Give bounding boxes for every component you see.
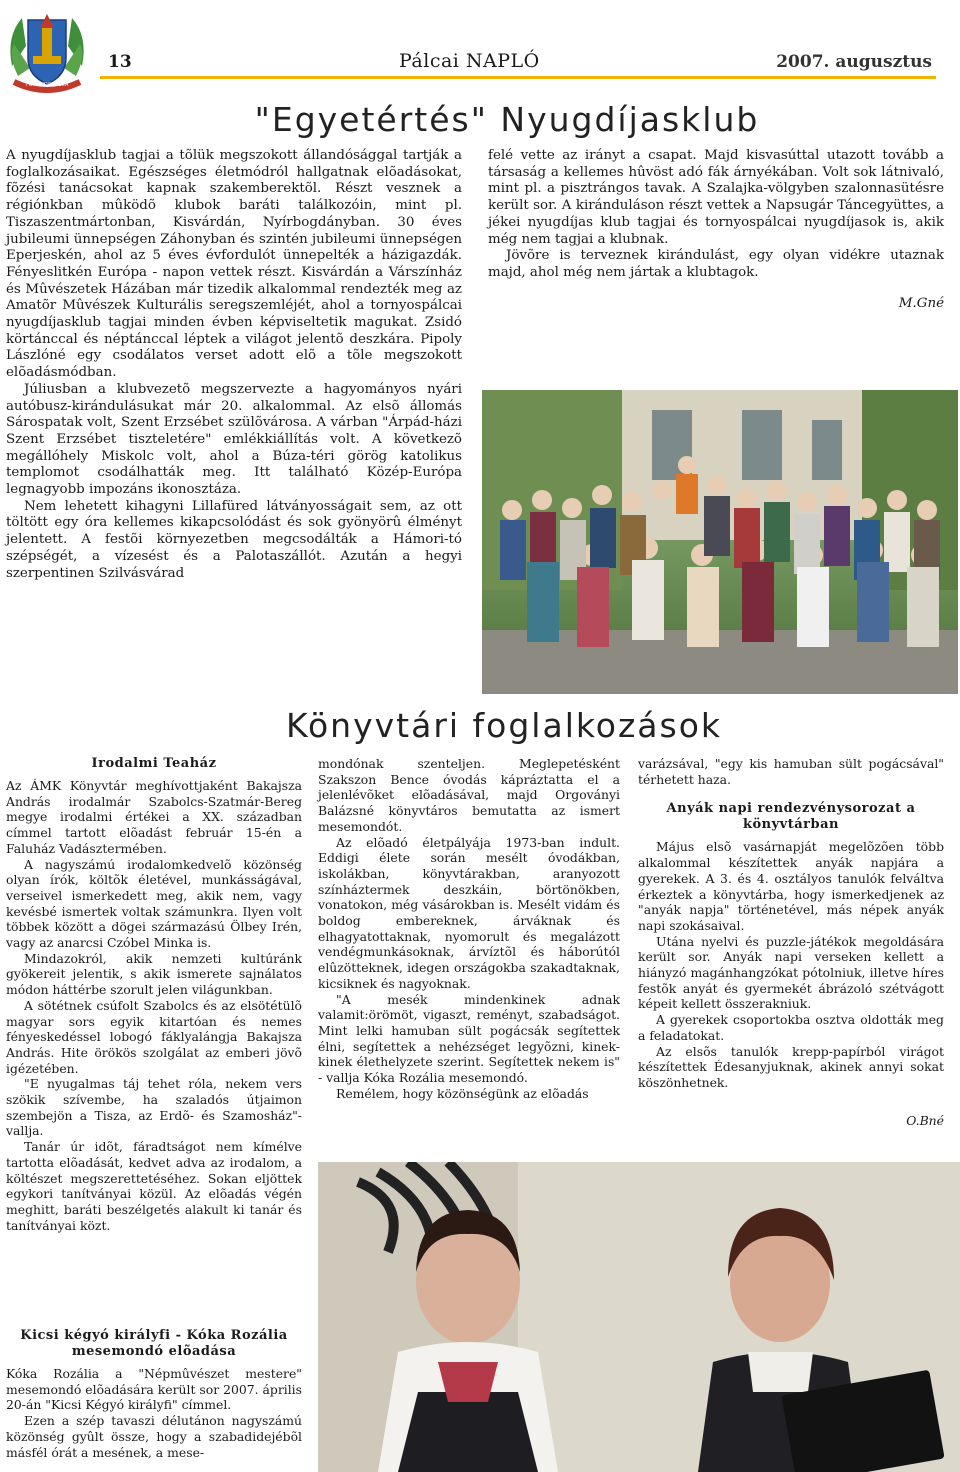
article2-paragraph: mondónak szenteljen. Meglepetésként Szakszon Bence óvodás kápráztatta el a jelenlévõket elõadásával, majd Orgoványi Balázsné könyvtáros bemutatta az ismert mesemondót. [318, 756, 620, 834]
article1-paragraph: felé vette az irányt a csapat. Majd kisvasúttal utazott tovább a társaság a kellemes hûvöst adó fák árnyékában. Volt sok látnivaló, mint pl. a pisztrángos tavak. A Szalajka-völgyben szalonnasütésre került sor. A kiránduláson részt vettek a Napsugár Táncegyüttes, a jékei nyugdíjas klub tagjai és tornyospálcai nyugdíjasok is, akik még nem tagjai a klubnak. [488, 148, 944, 247]
article1-left-column [6, 148, 462, 582]
article2-paragraph: "A mesék mindenkinek adnak valamit:örömöt, vigaszt, reményt, szabadságot. Mint lelki hamuban sült pogácsák segítettek élni, segítettek a nehézséget legyõzni, kinek-kinek élethelyzete szerint. Segítettek nekem is" - vallja Kóka Rozália mesemondó. [318, 991, 620, 1086]
section-heading-anyak-napi: Anyák napi rendezvénysorozat a könyvtárban [666, 801, 916, 833]
crest-label: TORNYOSPÁLCA [25, 82, 69, 88]
article-title-nyugdijasklub: "Egyetértés" Nyugdíjasklub [254, 100, 760, 139]
article1-paragraph: A nyugdíjasklub tagjai a tõlük megszokott állandósággal tartják a foglalkozásaikat. Egészséges életmódról hallgatnak elõadásokat, fõzési tanácsokat kapnak szakemberektõl. Részt vesznek a régiónkban mûködõ klubok baráti találkozóin, mint pl. Tiszaszentmártonban, Kisvárdán, Nyírbogdányban. 30 éves jubileumi ünnepségen Záhonyban és szintén jubileumi ünnepségen Eperjeskén, ahol az 5 éves évfordulót ünnepelték a házigazdák. Fényeslitkén Európa - napon vettek részt. Kisvárdán a Várszínház és Mûvészetek Házában már tizedik alkalommal rendezték meg az Amatõr Mûvészek Kulturális seregszemléjét, ahol a tornyospálcai nyugdíjasklub tagjai minden évben képviseltetik magukat. Zsidó körtánccal és néptánccal léptek a világot jelentõ deszkára. Pipoly Lászlóné egy csodálatos verset adott elõ a tõle megszokott elõadásmódban. [6, 148, 462, 381]
article2-column-2 [318, 756, 620, 1101]
article2-paragraph: Mindazokról, akik nemzeti kultúránk gyökereit jelentik, s akik ismerete sajnálatos módon háttérbe szorult jelen világunkban. [6, 950, 302, 998]
article2-paragraph: Az ÁMK Könyvtár meghívottjaként Bakajsza András irodalmár Szabolcs-Szatmár-Bereg megye irodalmi értékei a XX. században címmel tartott elõadást február 15-én a Faluház Vadásztermében. [6, 778, 302, 856]
article2-paragraph: A gyerekek csoportokba osztva oldották meg a feladatokat. [638, 1012, 944, 1043]
issue-date: 2007. augusztus [776, 52, 932, 72]
page-number: 13 [108, 52, 132, 72]
publication-title: Pálcai NAPLÓ [399, 50, 540, 72]
article2-paragraph: varázsával, "egy kis hamuban sült pogácsával" térhetett haza. [638, 756, 944, 787]
article2-paragraph: "E nyugalmas táj tehet róla, nekem vers szökik szívembe, ha szaladós útjaimon szembejön a Tisza, az Erdõ- és Szamosház"- vallja. [6, 1076, 302, 1139]
article1-paragraph: Nem lehetett kihagyni Lillafüred látványosságait sem, az ott töltött egy óra kellemes kikapcsolódást és sok gyönyörû élményt jelentett. A festõi környezetben megcsodálták a Hámori-tó szépségét, a vízesést és a Palotaszállót. Azután a hegyi szerpentinen Szilvásvárad [6, 498, 462, 581]
article1-right-column [488, 148, 944, 312]
group-photo [482, 390, 958, 694]
village-crest-icon [4, 6, 90, 94]
article1-paragraph: Jövõre is terveznek kirándulást, egy olyan vidékre utaznak majd, ahol még nem jártak a klubtagok. [488, 248, 944, 280]
article2-column-1 [6, 756, 302, 1233]
article2-signature: O.Bné [906, 1112, 944, 1128]
article2-paragraph: A nagyszámú irodalomkedvelõ közönség olyan írók, költõk életével, munkásságával, verseivel ismerkedett meg, akik nem, vagy kevésbé ismertek voltak számunkra. Ilyen volt többek között a dögei származású Ölbey Irén, vagy az anarcsi Czóbel Minka is. [6, 856, 302, 951]
article2-paragraph: Május elsõ vasárnapját megelõzõen több alkalommal készítettek anyák napjára a gyerekek. A 3. és 4. osztályos tanulók felváltva érkeztek a könyvtárba, hogy ismerkedjenek az "anyák napja" történetével, más népek anyák napi szokásaival. [638, 839, 944, 933]
article-title-konyvtari: Könyvtári foglalkozások [286, 706, 723, 745]
storyteller-photo [318, 1162, 960, 1472]
article2-column-3 [638, 756, 944, 1128]
article2-paragraph: Ezen a szép tavaszi délutánon nagyszámú közönség gyûlt össze, hogy a szabadidejébõl másfél órát a mesének, a mese- [6, 1413, 302, 1460]
header-rule [100, 76, 936, 79]
article2-paragraph: Tanár úr idõt, fáradtságot nem kímélve tartotta elõadását, kedvet adva az irodalom, a költészet megszerettetéséhez. Sokan eljöttek egykori tanítványai közül. Az elõadás végén meghitt, baráti beszélgetés alakult ki tanár és tanítványai közt. [6, 1139, 302, 1233]
article2-column-1-lower [6, 1328, 302, 1460]
article1-paragraph: Júliusban a klubvezetõ megszervezte a hagyományos nyári autóbusz-kirándulásukat már 20. alkalommal. Az elsõ állomás Sárospatak volt, Szent Erzsébet szülõvárosa. A várban "Árpád-házi Szent Erzsébet tiszteletére" emlékkiállítás volt. A következõ megállóhely Miskolc volt, ahol a Búza-téri görög katolikus templomot csodálhatták meg. Itt található Közép-Európa legnagyobb impozáns ikonosztáza. [6, 381, 462, 498]
article2-paragraph: Az elsõs tanulók krepp-papírból virágot készítettek Édesanyjuknak, akinek annyi sokat köszönhetnek. [638, 1043, 944, 1090]
article2-paragraph: Remélem, hogy közönségünk az elõadás [336, 1085, 589, 1101]
article2-paragraph: Az elõadó életpályája 1973-ban indult. Eddigi élete során mesélt óvodákban, iskolákban, könyvtárakban, aranyozott színháztermek deszkáin, börtönökben, vonatokon, még vásárokban is. Mesélt vidám és boldog embereknek, árváknak és elhagyatottaknak, nyomorult és megalázott vendégmunkásoknak, árvíztõl és háborútól elûzötteknek, idegen országokba szakadtaknak, kicsiknek és nagyoknak. [318, 834, 620, 991]
section-heading-irodalmi-teahaz: Irodalmi Teaház [91, 756, 217, 771]
article2-paragraph: A sötétnek csúfolt Szabolcs és az elsötétülõ magyar sors egyik kitartóan és nemes fényeskedéssel lobogó fáklyalángja Bakajsza András. Hite örökös szolgálat az emberi jövõ igézetében. [6, 997, 302, 1076]
article2-paragraph: Utána nyelvi és puzzle-játékok megoldására került sor. Anyák napi verseken kellett a hiányzó magánhangzókat pótolniuk, illetve híres festõk anyát és gyermekét ábrázoló szétvágott képeit kellett összerakniuk. [638, 933, 944, 1012]
section-heading-koka-rozalia: Kicsi kégyó királyfi - Kóka Rozália mesemondó elõadása [20, 1328, 288, 1359]
article2-paragraph: Kóka Rozália a "Népmûvészet mestere" mesemondó elõadására került sor 2007. április 20-án "Kicsi Kégyó királyfi" címmel. [6, 1366, 302, 1413]
article1-signature: M.Gné [898, 295, 944, 311]
